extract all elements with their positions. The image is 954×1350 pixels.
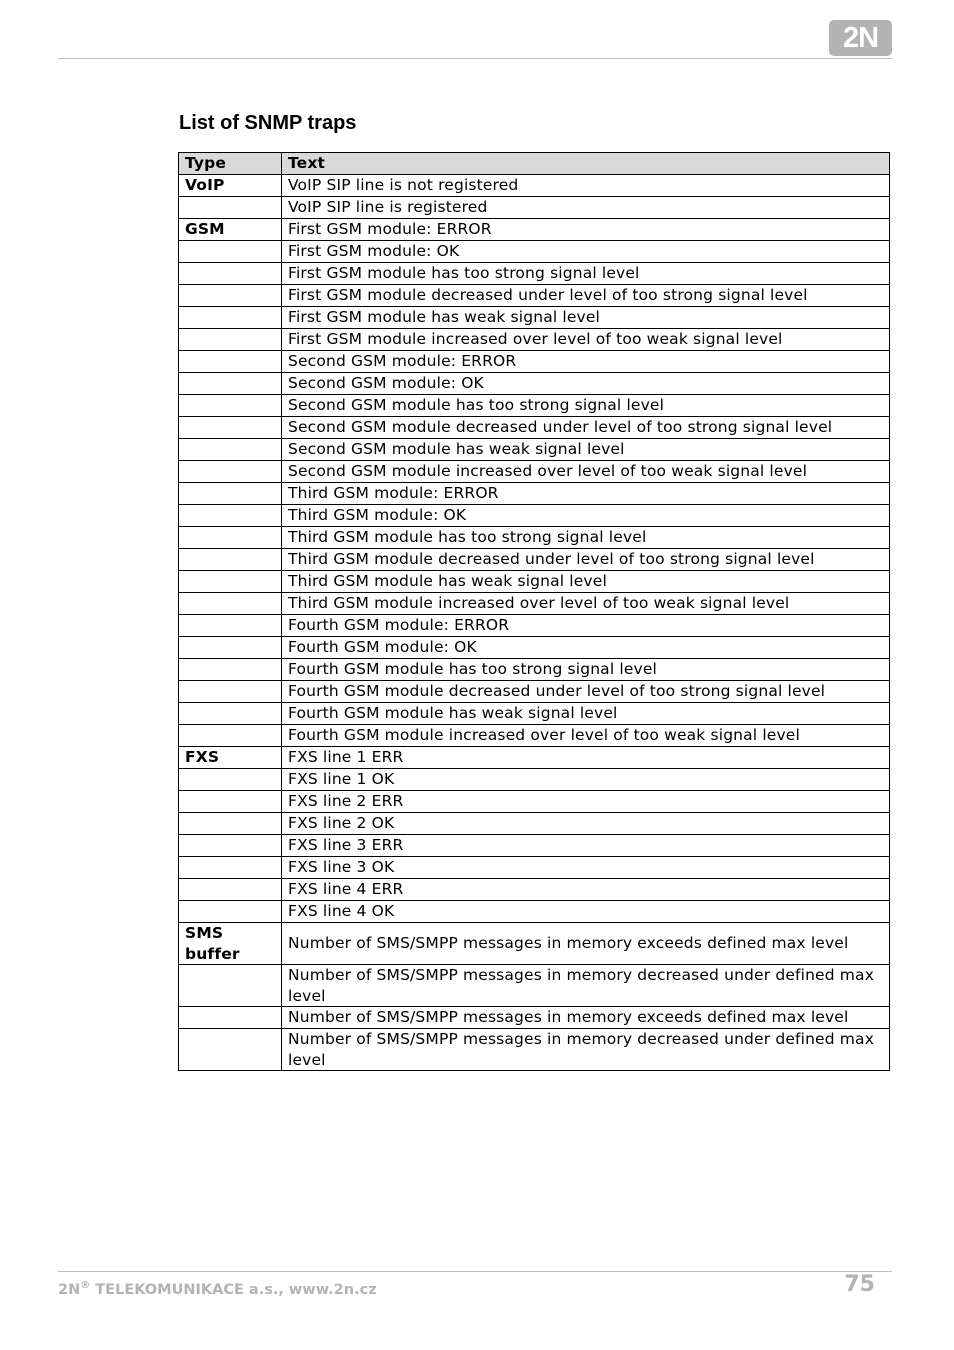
trap-text-cell: First GSM module increased over level of too weak signal level — [282, 329, 890, 351]
trap-text-cell: Second GSM module has too strong signal level — [282, 395, 890, 417]
trap-text-cell: Third GSM module has weak signal level — [282, 571, 890, 593]
table-row — [179, 483, 890, 505]
trap-text-cell: Third GSM module: OK — [282, 505, 890, 527]
trap-type-cell — [179, 791, 282, 813]
trap-text-cell: Fourth GSM module: ERROR — [282, 615, 890, 637]
table-row — [179, 769, 890, 791]
trap-type-cell — [179, 417, 282, 439]
trap-text-cell: Number of SMS/SMPP messages in memory decreased under defined max level — [282, 965, 890, 1007]
trap-type-cell — [179, 659, 282, 681]
trap-text-cell: FXS line 4 ERR — [282, 879, 890, 901]
table-row — [179, 439, 890, 461]
table-row — [179, 659, 890, 681]
trap-type-cell — [179, 461, 282, 483]
trap-type-cell — [179, 593, 282, 615]
trap-text-cell: FXS line 4 OK — [282, 901, 890, 923]
table-row — [179, 965, 890, 1007]
column-header-text: Text — [282, 153, 890, 175]
trap-text-cell: Second GSM module increased over level of too weak signal level — [282, 461, 890, 483]
trap-text-cell: First GSM module has weak signal level — [282, 307, 890, 329]
trap-type-cell — [179, 769, 282, 791]
table-row — [179, 373, 890, 395]
trap-text-cell: FXS line 1 OK — [282, 769, 890, 791]
trap-type-cell — [179, 637, 282, 659]
table-row — [179, 879, 890, 901]
trap-type-cell — [179, 395, 282, 417]
table-row — [179, 351, 890, 373]
trap-text-cell: First GSM module has too strong signal level — [282, 263, 890, 285]
trap-type-cell — [179, 307, 282, 329]
table-row — [179, 461, 890, 483]
trap-text-cell: Fourth GSM module increased over level of too weak signal level — [282, 725, 890, 747]
trap-type-cell — [179, 835, 282, 857]
table-header-row — [179, 153, 890, 175]
trap-text-cell: FXS line 3 OK — [282, 857, 890, 879]
table-row — [179, 901, 890, 923]
trap-type-cell — [179, 615, 282, 637]
table-row — [179, 285, 890, 307]
trap-text-cell: FXS line 1 ERR — [282, 747, 890, 769]
table-row — [179, 593, 890, 615]
trap-type-cell — [179, 965, 282, 1007]
trap-text-cell: Fourth GSM module has too strong signal level — [282, 659, 890, 681]
registered-mark: ® — [80, 1280, 91, 1291]
footer-divider — [58, 1271, 892, 1272]
table-row — [179, 571, 890, 593]
trap-text-cell: FXS line 2 ERR — [282, 791, 890, 813]
page-number: 75 — [844, 1272, 875, 1297]
trap-type-cell: VoIP — [179, 175, 282, 197]
trap-type-cell — [179, 549, 282, 571]
trap-type-cell — [179, 1007, 282, 1029]
trap-type-cell — [179, 351, 282, 373]
trap-type-cell — [179, 681, 282, 703]
trap-text-cell: Third GSM module has too strong signal level — [282, 527, 890, 549]
table-row — [179, 813, 890, 835]
trap-text-cell: Fourth GSM module decreased under level of too strong signal level — [282, 681, 890, 703]
2n-logo — [829, 20, 892, 56]
trap-text-cell: FXS line 3 ERR — [282, 835, 890, 857]
column-header-type: Type — [179, 153, 282, 175]
trap-text-cell: FXS line 2 OK — [282, 813, 890, 835]
table-row — [179, 747, 890, 769]
table-row — [179, 923, 890, 965]
trap-text-cell: Second GSM module decreased under level of too strong signal level — [282, 417, 890, 439]
trap-text-cell: VoIP SIP line is not registered — [282, 175, 890, 197]
table-row — [179, 175, 890, 197]
trap-type-cell — [179, 901, 282, 923]
table-row — [179, 1029, 890, 1071]
trap-type-cell — [179, 857, 282, 879]
trap-text-cell: Third GSM module: ERROR — [282, 483, 890, 505]
snmp-traps-table — [178, 152, 890, 1071]
trap-type-cell — [179, 329, 282, 351]
trap-text-cell: Third GSM module increased over level of too weak signal level — [282, 593, 890, 615]
trap-type-cell — [179, 241, 282, 263]
footer-company-name: TELEKOMUNIKACE a.s., www.2n.cz — [90, 1281, 377, 1298]
trap-type-cell: FXS — [179, 747, 282, 769]
trap-type-cell — [179, 703, 282, 725]
trap-type-cell — [179, 285, 282, 307]
table-row — [179, 395, 890, 417]
page-title: List of SNMP traps — [179, 112, 357, 134]
trap-type-cell — [179, 571, 282, 593]
trap-text-cell: VoIP SIP line is registered — [282, 197, 890, 219]
table-row — [179, 197, 890, 219]
table-row — [179, 835, 890, 857]
trap-type-cell — [179, 373, 282, 395]
trap-type-cell — [179, 439, 282, 461]
table-row — [179, 219, 890, 241]
trap-type-cell — [179, 505, 282, 527]
table-row — [179, 241, 890, 263]
table-row — [179, 681, 890, 703]
header-divider — [58, 58, 892, 59]
trap-type-cell — [179, 725, 282, 747]
table-row — [179, 527, 890, 549]
table-body — [179, 175, 890, 1071]
table-row — [179, 615, 890, 637]
trap-type-cell — [179, 197, 282, 219]
table-row — [179, 417, 890, 439]
trap-type-cell — [179, 813, 282, 835]
trap-text-cell: Second GSM module: ERROR — [282, 351, 890, 373]
table-row — [179, 1007, 890, 1029]
table-row — [179, 703, 890, 725]
table-row — [179, 307, 890, 329]
trap-text-cell: First GSM module: ERROR — [282, 219, 890, 241]
trap-text-cell: Second GSM module: OK — [282, 373, 890, 395]
table-row — [179, 791, 890, 813]
logo-text: 2N — [842, 21, 879, 54]
trap-text-cell: Fourth GSM module has weak signal level — [282, 703, 890, 725]
trap-type-cell: SMS buffer — [179, 923, 282, 965]
trap-type-cell: GSM — [179, 219, 282, 241]
trap-text-cell: Number of SMS/SMPP messages in memory exceeds defined max level — [282, 923, 890, 965]
trap-text-cell: First GSM module decreased under level of too strong signal level — [282, 285, 890, 307]
trap-type-cell — [179, 1029, 282, 1071]
table-row — [179, 637, 890, 659]
table-row — [179, 505, 890, 527]
trap-text-cell: Number of SMS/SMPP messages in memory exceeds defined max level — [282, 1007, 890, 1029]
trap-text-cell: Third GSM module decreased under level of too strong signal level — [282, 549, 890, 571]
footer-brand: 2N — [58, 1281, 81, 1298]
trap-type-cell — [179, 483, 282, 505]
table-row — [179, 857, 890, 879]
table-row — [179, 549, 890, 571]
table-row — [179, 329, 890, 351]
trap-text-cell: Number of SMS/SMPP messages in memory decreased under defined max level — [282, 1029, 890, 1071]
table-row — [179, 725, 890, 747]
trap-type-cell — [179, 263, 282, 285]
trap-text-cell: Fourth GSM module: OK — [282, 637, 890, 659]
trap-text-cell: First GSM module: OK — [282, 241, 890, 263]
trap-text-cell: Second GSM module has weak signal level — [282, 439, 890, 461]
trap-type-cell — [179, 879, 282, 901]
trap-type-cell — [179, 527, 282, 549]
footer-company — [58, 1280, 377, 1298]
table-row — [179, 263, 890, 285]
